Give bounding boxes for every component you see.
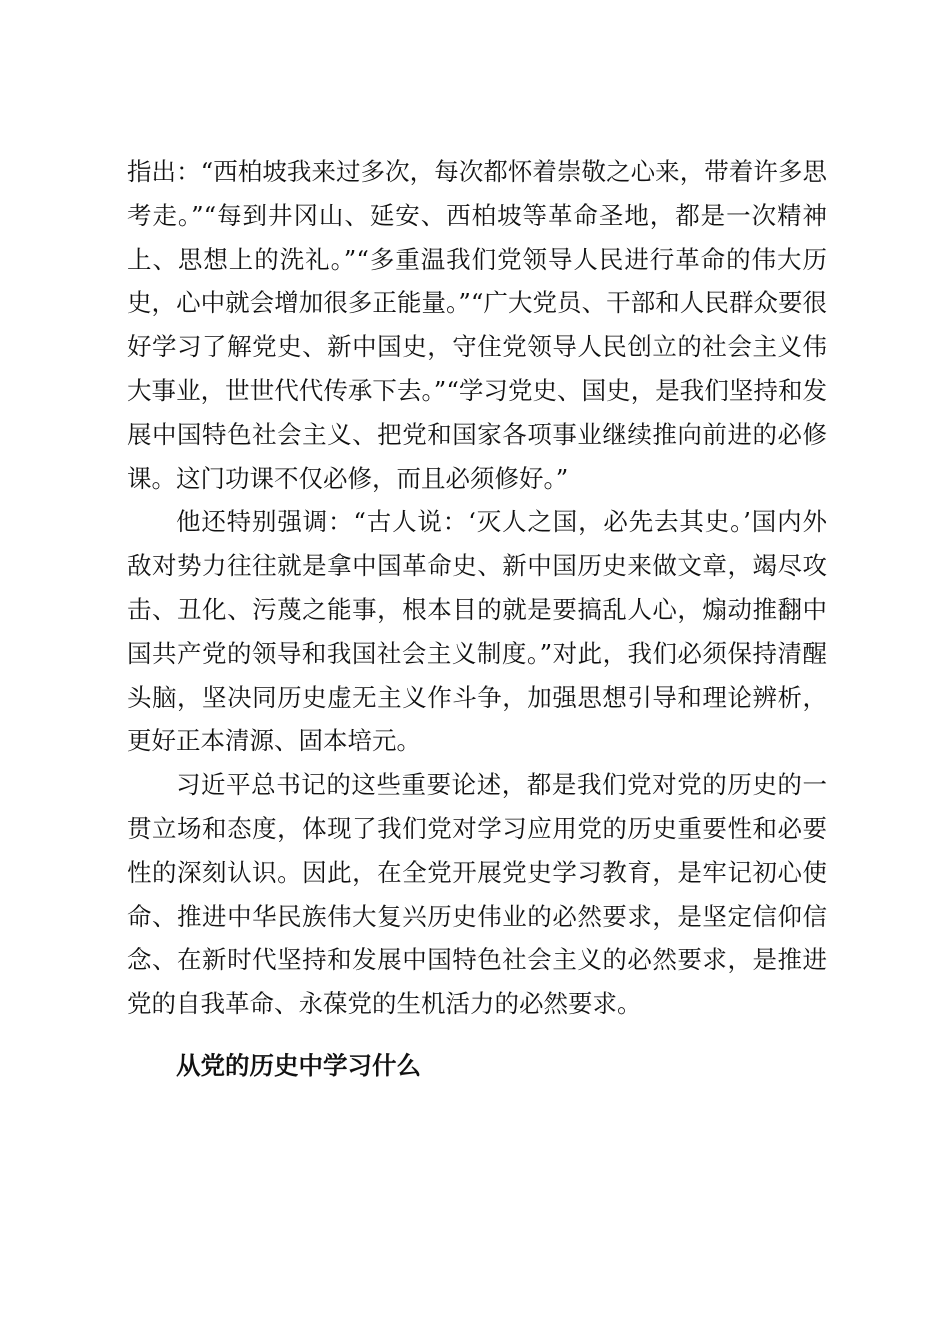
- paragraph-2: 他还特别强调：“古人说：‘灭人之国，必先去其史。’国内外敌对势力往往就是拿中国革命史、新中国历史来做文章，竭尽攻击、丑化、污蔑之能事，根本目的就是要搞乱人心，煽动推翻中国共产党的领导和我国社会主义制度。”对此，我们必须保持清醒头脑，坚决同历史虚无主义作斗争，加强思想引导和理论辨析，更好正本清源、固本培元。: [127, 507, 827, 756]
- paragraph-1: 指出：“西柏坡我来过多次，每次都怀着崇敬之心来，带着许多思考走。”“每到井冈山、延安、西柏坡等革命圣地，都是一次精神上、思想上的洗礼。”“多重温我们党领导人民进行革命的伟大历史，心中就会增加很多正能量。”“广大党员、干部和人民群众要很好学习了解党史、新中国史，守住党领导人民创立的社会主义伟大事业，世世代代传承下去。”“学习党史、国史，是我们坚持和发展中国特色社会主义、把党和国家各项事业继续推向前进的必修课。这门功课不仅必修，而且必须修好。”: [127, 157, 827, 493]
- document-body: [127, 150, 827, 1088]
- section-heading: 从党的历史中学习什么: [176, 1050, 421, 1080]
- paragraph-3: 习近平总书记的这些重要论述，都是我们党对党的历史的一贯立场和态度，体现了我们党对学习应用党的历史重要性和必要性的深刻认识。因此，在全党开展党史学习教育，是牢记初心使命、推进中华民族伟大复兴历史伟业的必然要求，是坚定信仰信念、在新时代坚持和发展中国特色社会主义的必然要求，是推进党的自我革命、永葆党的生机活力的必然要求。: [127, 770, 827, 1019]
